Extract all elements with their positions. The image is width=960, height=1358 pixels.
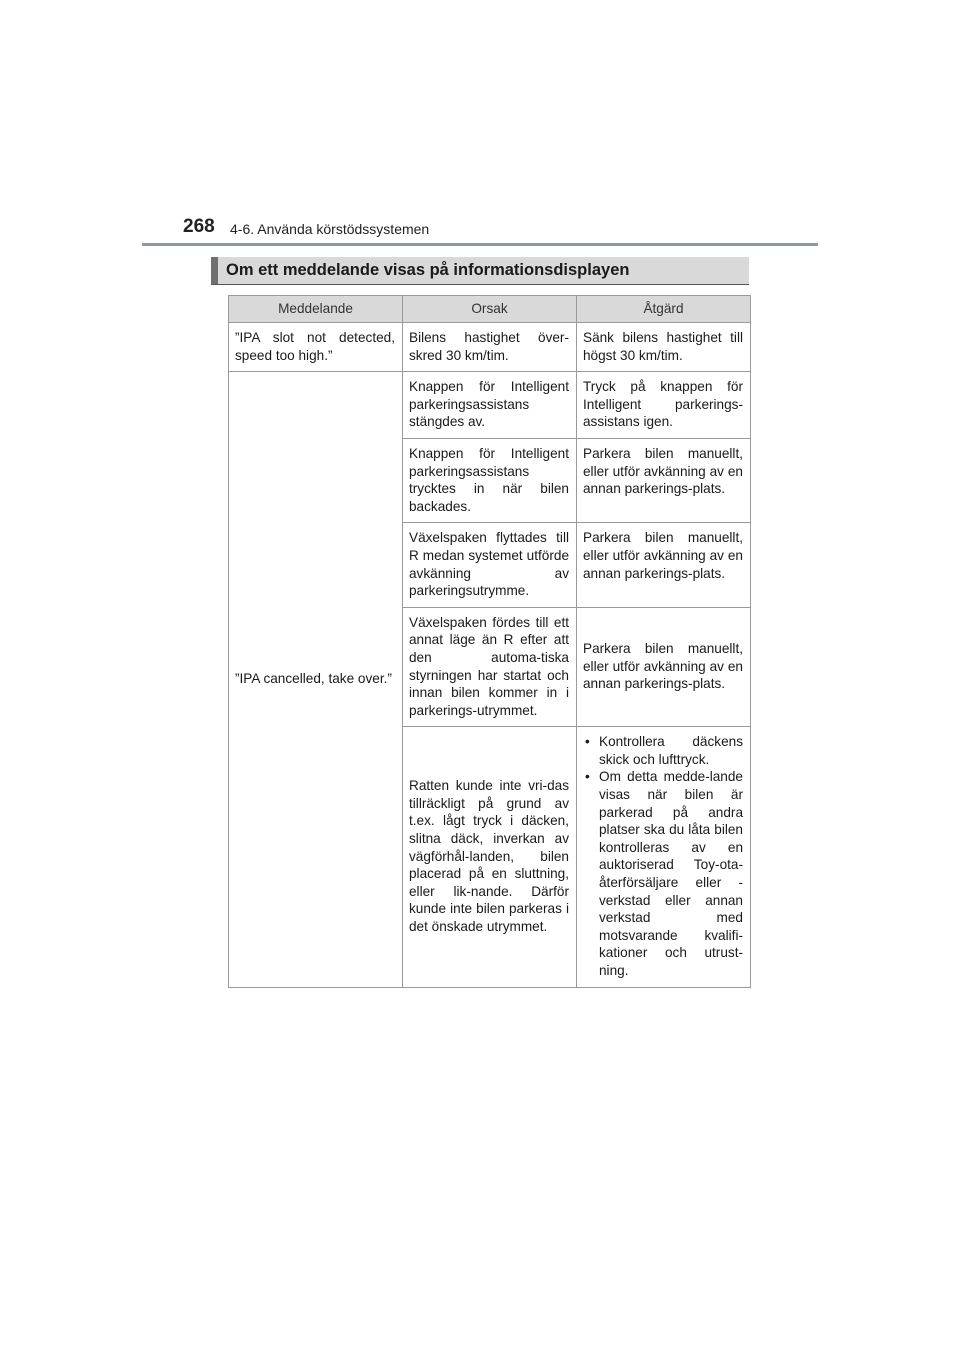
action-cell: Sänk bilens hastighet till högst 30 km/tim. [577, 323, 751, 372]
message-cell: ”IPA cancelled, take over.” [229, 372, 403, 987]
page-number: 268 [183, 216, 215, 237]
message-table [228, 295, 751, 988]
column-header-action: Åtgärd [577, 296, 751, 323]
action-cell: Parkera bilen manuellt, eller utför avkänning av en annan parkerings-plats. [577, 523, 751, 607]
action-bullet-item: • Om detta medde-lande visas när bilen är parkerad på andra platser ska du låta bilen kontrolleras av en auktoriserad Toy-ota-återförsäljare eller -verkstad eller annan verkstad med motsvarande kvalifi-kationer och utrust-ning. [583, 768, 743, 979]
table-row [229, 372, 751, 439]
action-cell: Parkera bilen manuellt, eller utför avkänning av en annan parkerings-plats. [577, 438, 751, 522]
column-header-cause: Orsak [403, 296, 577, 323]
cause-cell: Växelspaken fördes till ett annat läge än R efter att den automa-tiska styrningen har startat och innan bilen kommer in i parkerings-utrymmet. [403, 607, 577, 727]
subsection-heading [211, 257, 749, 285]
table-header-row [229, 296, 751, 323]
heading-accent-bar [211, 257, 218, 284]
cause-cell: Knappen för Intelligent parkeringsassistans trycktes in när bilen backades. [403, 438, 577, 522]
cause-cell: Bilens hastighet över-skred 30 km/tim. [403, 323, 577, 372]
cause-cell: Knappen för Intelligent parkeringsassistans stängdes av. [403, 372, 577, 439]
action-cell: Parkera bilen manuellt, eller utför avkänning av en annan parkerings-plats. [577, 607, 751, 727]
action-bullet-list [583, 733, 743, 979]
message-cell: ”IPA slot not detected, speed too high.” [229, 323, 403, 372]
cause-cell: Växelspaken flyttades till R medan systemet utförde avkänning av parkeringsutrymme. [403, 523, 577, 607]
table-row [229, 323, 751, 372]
action-bullet-item: • Kontrollera däckens skick och lufttryck. [583, 733, 743, 768]
action-cell [577, 727, 751, 987]
cause-cell: Ratten kunde inte vri-das tillräckligt på grund av t.ex. lågt tryck i däcken, slitna däck, inverkan av vägförhål-landen, bilen placerad på en sluttning, eller lik-nande. Därför kunde inte bilen parkeras i det önskade utrymmet. [403, 727, 577, 987]
header-divider [142, 243, 818, 246]
subsection-heading-text: Om ett meddelande visas på informationsdisplayen [226, 261, 630, 279]
section-title: 4-6. Använda körstödssystemen [230, 221, 430, 237]
column-header-message: Meddelande [229, 296, 403, 323]
action-cell: Tryck på knappen för Intelligent parkerings-assistans igen. [577, 372, 751, 439]
